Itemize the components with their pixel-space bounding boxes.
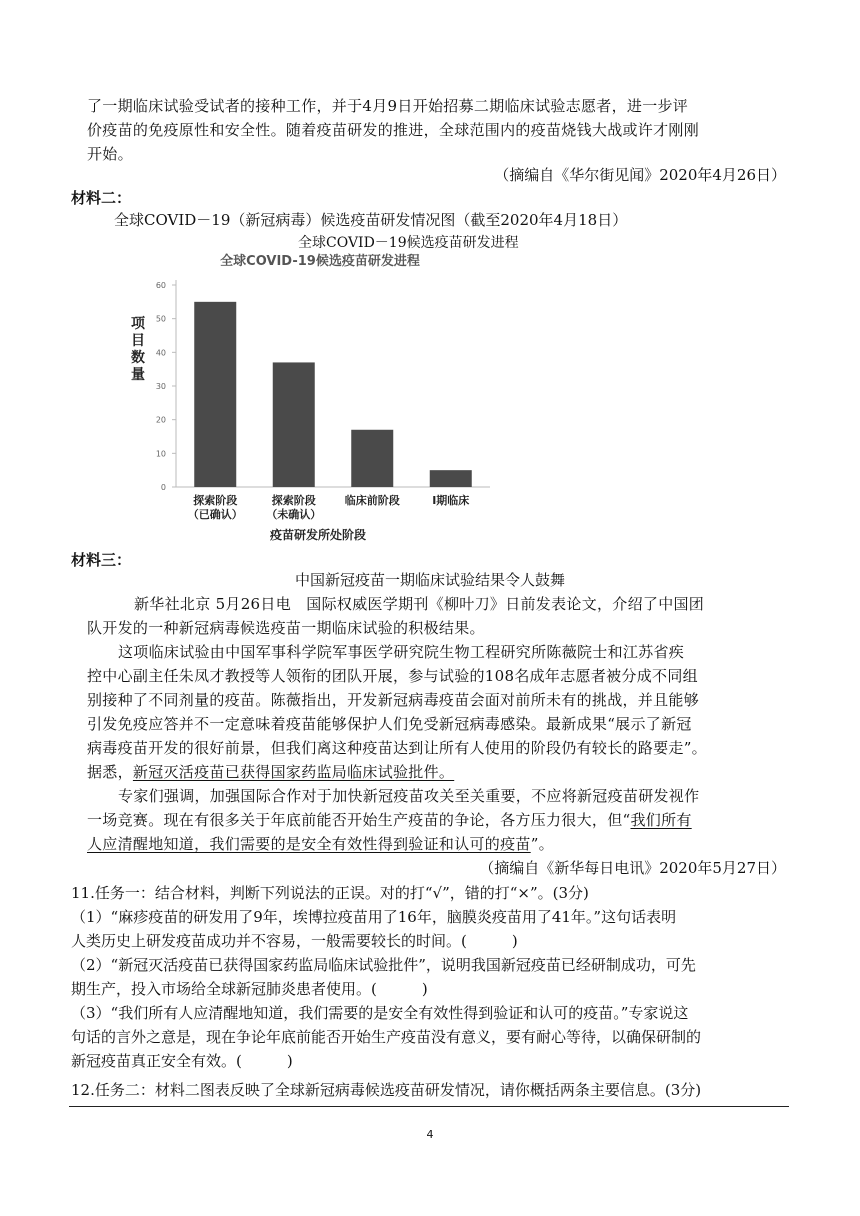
q11-item3-line-3: 新冠疫苗真正安全有效。( ) [71, 1052, 293, 1070]
material3-p3-line-1: 专家们强调，加强国际合作对于加快新冠疫苗攻关至关重要，不应将新冠疫苗研发视作 [118, 787, 700, 805]
material3-title: 中国新冠疫苗一期临床试验结果令人鼓舞 [294, 571, 565, 589]
y-tick-label: 10 [155, 449, 166, 459]
bar [194, 302, 236, 487]
material3-p1-line-2: 队开发的一种新冠病毒候选疫苗一期临床试验的积极结果。 [87, 619, 485, 637]
q11-item1-line-2: 人类历史上研发疫苗成功并不容易，一般需要较长的时间。( ) [71, 932, 518, 950]
material1-line-2: 价疫苗的免疫原性和安全性。随着疫苗研发的推进，全球范围内的疫苗烧钱大战或许才刚刚 [87, 121, 700, 139]
x-category-label: 探索阶段 [193, 494, 238, 507]
material1-line-3: 开始。 [87, 145, 133, 163]
bar [351, 430, 393, 487]
y-axis-label-char: 项 [131, 316, 145, 332]
footer-divider [69, 1106, 789, 1107]
material3-p2-line-1: 这项临床试验由中国军事科学院军事医学研究院生物工程研究所陈薇院士和江苏省疾 [118, 643, 685, 661]
material3-p1-line-1: 新华社北京 5月26日电 国际权威医学期刊《柳叶刀》日前发表论文，介绍了中国团 [134, 595, 705, 613]
q11-item2-line-1: （2）“新冠灭活疫苗已获得国家药监局临床试验批件”，说明我国新冠疫苗已经研制成功，可先 [71, 956, 696, 974]
q11-item1-line-1: （1）“麻疹疫苗的研发用了9年，埃博拉疫苗用了16年，脑膜炎疫苗用了41年。”这句话表明 [71, 908, 677, 926]
page-number: 4 [426, 1128, 434, 1141]
material3-p3-line-2 [87, 810, 692, 830]
material3-p2-line-2: 控中心副主任朱凤才教授等人领衔的团队开展，参与试验的108名成年志愿者被分成不同组 [87, 667, 698, 685]
x-category-label: （未确认） [266, 508, 322, 521]
material3-p2-line-5: 病毒疫苗开发的很好前景，但我们离这种疫苗达到让所有人使用的阶段仍有较长的路要走”。 [87, 739, 707, 757]
chart-heading: 全球COVID－19候选疫苗研发进程 [298, 235, 519, 251]
p2-last-prefix: 据悉， [87, 763, 133, 781]
material3-p2-line-3: 别接种了不同剂量的疫苗。陈薇指出，开发新冠病毒疫苗会面对前所未有的挑战，并且能够 [87, 691, 700, 709]
material3-source: （摘编自《新华每日电讯》2020年5月27日） [479, 859, 786, 877]
chart-title: 全球COVID-19候选疫苗研发进程 [220, 254, 420, 269]
x-category-label: 临床前阶段 [344, 494, 400, 507]
underlined-quote-part-2: 人应清醒地知道，我们需要的是安全有效性得到验证和认可的疫苗 [87, 835, 531, 853]
underlined-quote-part-1: 我们所有 [630, 811, 692, 829]
bar-chart [0, 250, 860, 550]
x-category-label: （已确认） [187, 508, 243, 521]
q11-item3-line-1: （3）“我们所有人应清醒地知道，我们需要的是安全有效性得到验证和认可的疫苗。”专家说这 [71, 1004, 689, 1022]
p3-line2-text: 一场竞赛。现在有很多关于年底前能否开始生产疫苗的争论，各方压力很大，但“ [87, 811, 631, 829]
material3-p2-line-4: 引发免疫应答并不一定意味着疫苗能够保护人们免受新冠病毒感染。最新成果“展示了新冠 [87, 715, 692, 733]
q12-stem: 12.任务二：材料二图表反映了全球新冠病毒候选疫苗研发情况，请你概括两条主要信息。(3分) [71, 1081, 702, 1099]
underlined-approval-sentence: 新冠灭活疫苗已获得国家药监局临床试验批件。 [132, 763, 455, 781]
q11-item2-line-2: 期生产，投入市场给全球新冠肺炎患者使用。( ) [71, 980, 428, 998]
material3-p2-line-6 [87, 762, 454, 782]
y-tick-label: 0 [160, 483, 166, 492]
q11-stem: 11.任务一：结合材料，判断下列说法的正误。对的打“√”，错的打“×”。(3分) [71, 884, 589, 902]
material1-line-1: 了一期临床试验受试者的接种工作，并于4月9日开始招募二期临床试验志愿者，进一步评 [87, 97, 689, 115]
material3-p3-line-3 [87, 834, 554, 854]
y-tick-label: 60 [155, 281, 166, 290]
q11-item3-line-2: 句话的言外之意是，现在争论年底前能否开始生产疫苗没有意义，要有耐心等待，以确保研制的 [71, 1028, 702, 1046]
material2-caption: 全球COVID－19（新冠病毒）候选疫苗研发情况图（截至2020年4月18日） [114, 211, 628, 229]
material3-label: 材料三： [71, 551, 132, 569]
material2-label: 材料二： [71, 189, 132, 207]
material1-source: （摘编自《华尔街见闻》2020年4月26日） [494, 166, 786, 184]
y-tick-label: 40 [155, 348, 166, 358]
y-tick-label: 50 [155, 314, 166, 324]
x-category-label: 探索阶段 [271, 494, 316, 507]
x-category-label: I期临床 [432, 494, 470, 507]
y-axis-label-char: 目 [131, 333, 145, 349]
y-tick-label: 30 [155, 382, 166, 391]
y-tick-label: 20 [155, 415, 166, 425]
bar [273, 362, 315, 487]
bar [430, 470, 472, 487]
p3-line3-tail: ”。 [530, 835, 554, 853]
y-axis-label-char: 数 [131, 350, 145, 366]
y-axis-label [131, 315, 146, 383]
x-axis-label: 疫苗研发所处阶段 [269, 528, 367, 542]
y-axis-label-char: 量 [131, 367, 145, 383]
